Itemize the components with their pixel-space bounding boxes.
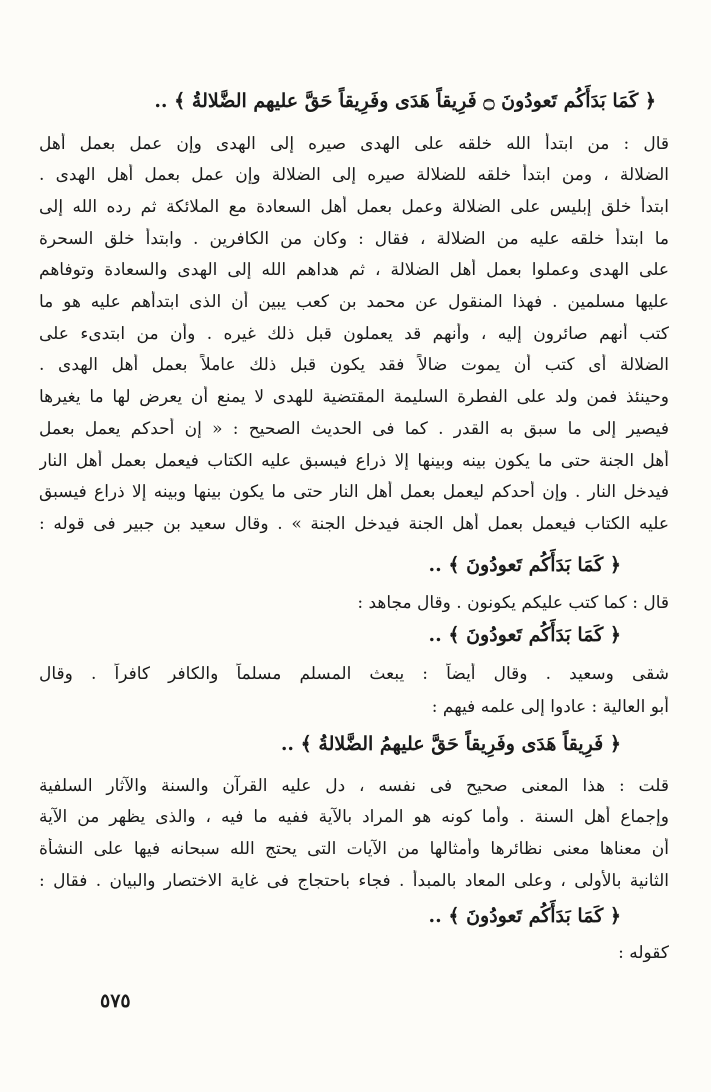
text-line: أن معناها معنى نظائرها وأمثالها من الآيات التى يحتج الله سبحانه فيها على النشأة bbox=[39, 839, 669, 859]
text-line: كقوله : bbox=[618, 943, 669, 963]
text-line: وإجماع أهل السنة . وأما كونه هو المراد بالآية ففيه ما فيه ، والذى يظهر من الآية bbox=[39, 807, 669, 827]
text-line: عليها مسلمين . فهذا المنقول عن محمد بن كعب يبين أن الذى ابتدأهم عليه هو ما bbox=[39, 292, 669, 312]
text-line: وحينئذ فمن ولد على الفطرة السليمة المقتضية للهدى لا يمنع أن يعرض لها ما يغيرها bbox=[39, 387, 669, 407]
quran-verse: ﴿ كَمَا بَدَأَكُم تَعودُونَ ۝ فَرِيقاً هَدَى وفَرِيقاً حَقَّ عليهم الضَّلالةُ ﴾ .. bbox=[154, 90, 656, 112]
text-line: شقى وسعيد . وقال أيضاً : يبعث المسلم مسلماً والكافر كافراً . وقال bbox=[39, 664, 669, 684]
text-line: الثانية بالأولى ، وعلى المعاد بالمبدأ . فجاء باحتجاج فى غاية الاختصار والبيان . فقال : bbox=[39, 871, 669, 891]
text-line: ابتدأ خلق إبليس على الضلالة وعمل بعمل أهل السعادة مع الملائكة ثم رده الله إلى bbox=[39, 197, 669, 217]
text-line: قلت : هذا المعنى صحيح فى نفسه ، دل عليه القرآن والسنة والآثار السلفية bbox=[39, 776, 669, 796]
text-line: قال : كما كتب عليكم يكونون . وقال مجاهد : bbox=[357, 593, 669, 613]
text-line: على الهدى وعملوا بعمل أهل الضلالة ، ثم هداهم الله إلى الهدى والسعادة وتوفاهم bbox=[39, 260, 669, 280]
quran-verse: ﴿ كَمَا بَدَأَكُم تَعودُونَ ﴾ .. bbox=[428, 905, 621, 927]
quran-verse: ﴿ كَمَا بَدَأَكُم تَعودُونَ ﴾ .. bbox=[428, 554, 621, 576]
text-line: الضلالة ، ومن ابتدأ خلقه للضلالة صيره إلى الضلالة وإن عمل بعمل أهل الهدى . bbox=[39, 165, 669, 185]
text-line: ما ابتدأ خلقه عليه من الضلالة ، فقال : وكان من الكافرين . وابتدأ خلق السحرة bbox=[39, 229, 669, 249]
page-number: ٥٧٥ bbox=[100, 990, 131, 1012]
text-line: كتب أنهم صائرون إليه ، وأنهم قد يعملون قبل ذلك غيره . وأن من ابتدىء على bbox=[39, 324, 669, 344]
text-line: أهل الجنة حتى ما يكون بينه وبينها إلا ذراع فيسبق عليه الكتاب فيعمل بعمل أهل النار bbox=[39, 451, 669, 471]
quran-verse: ﴿ كَمَا بَدَأَكُم تَعودُونَ ﴾ .. bbox=[428, 624, 621, 646]
text-line: فيدخل النار . وإن أحدكم ليعمل بعمل أهل النار حتى ما يكون بينها وبينه إلا ذراع فيسبق bbox=[39, 482, 669, 502]
text-line: عليه الكتاب فيعمل بعمل أهل الجنة فيدخل الجنة » . وقال سعيد بن جبير فى قوله : bbox=[39, 514, 669, 534]
text-line: قال : من ابتدأ الله خلقه على الهدى صيره إلى الهدى وإن عمل بعمل أهل bbox=[39, 134, 669, 154]
text-line: فيصير إلى ما سبق به القدر . كما فى الحديث الصحيح : « إن أحدكم يعمل بعمل bbox=[39, 419, 669, 439]
text-line: أبو العالية : عادوا إلى علمه فيهم : bbox=[431, 697, 669, 717]
quran-verse: ﴿ فَرِيقاً هَدَى وفَرِيقاً حَقَّ عليهمُ الضَّلالةُ ﴾ .. bbox=[280, 733, 621, 755]
text-line: الضلالة أى كتب أن يموت ضالاً فقد يكون قبل ذلك عاملاً بعمل أهل الهدى . bbox=[39, 355, 669, 375]
